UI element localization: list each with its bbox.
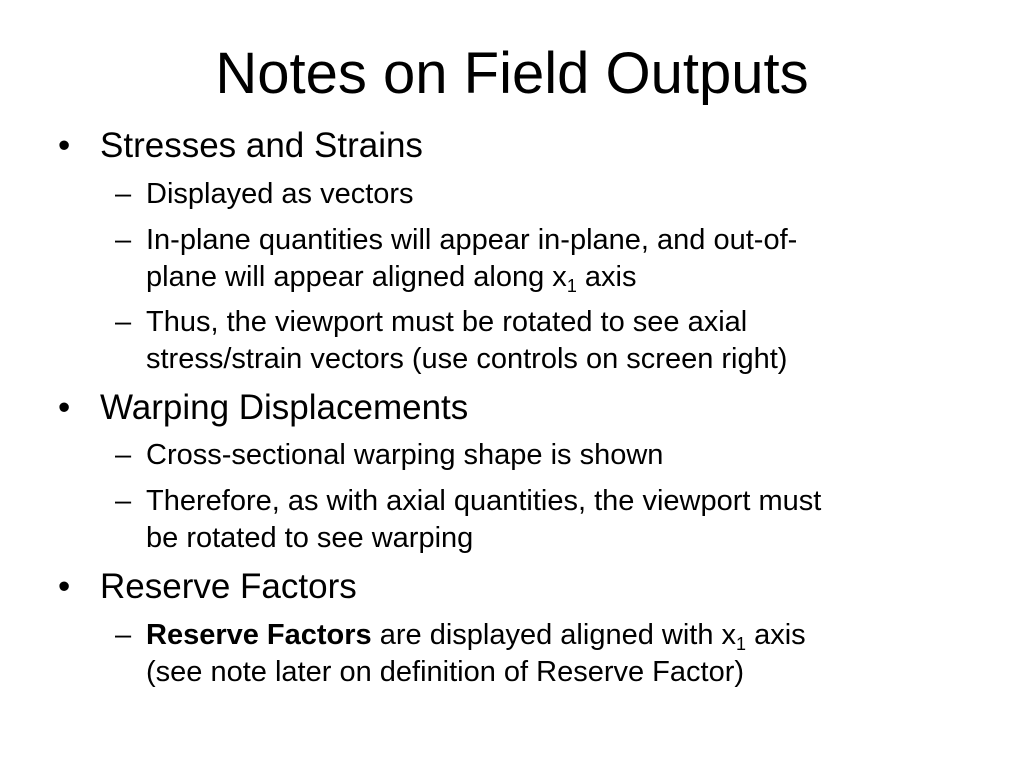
dash-icon: – (115, 224, 132, 256)
sub-bullet-warping-shape (115, 437, 986, 474)
sub-bullet-viewport-rotated (115, 304, 986, 378)
bullet-reserve-factors (58, 567, 357, 607)
dash-icon: – (115, 439, 132, 471)
slide-title: Notes on Field Outputs (215, 41, 809, 106)
sub-bullet-text-line-1: In-plane quantities will appear in-plane, and out-of- (146, 224, 798, 256)
sub-bullet-text-line-2: stress/strain vectors (use controls on screen right) (146, 343, 788, 375)
bold-term: Reserve Factors (146, 619, 372, 651)
subscript: 1 (566, 276, 577, 296)
sub-bullet-in-plane-quantities (115, 222, 986, 296)
subscript: 1 (736, 634, 747, 654)
bullet-warping-displacements (58, 388, 469, 428)
sub-bullet-text-line-1: Therefore, as with axial quantities, the viewport must (146, 485, 822, 517)
bullet-dot-icon: • (58, 126, 71, 165)
sub-bullet-text-line-2: be rotated to see warping (146, 522, 474, 554)
sub-bullet-text: Cross-sectional warping shape is shown (146, 439, 664, 471)
dash-icon: – (115, 619, 132, 651)
sub-bullet-reserve-factors-aligned (115, 617, 986, 691)
bullet-dot-icon: • (58, 388, 71, 427)
sub-bullet-text-line-2: (see note later on definition of Reserve Factor) (146, 656, 745, 688)
dash-icon: – (115, 178, 132, 210)
sub-bullet-text-line-2: plane will appear aligned along $x_1$ axis (146, 261, 637, 296)
sub-bullet-displayed-as-vectors (115, 176, 986, 213)
sub-bullet-text-line-1: Thus, the viewport must be rotated to see axial (146, 306, 748, 338)
bullet-heading: Warping Displacements (100, 388, 469, 427)
bullet-dot-icon: • (58, 567, 71, 606)
dash-icon: – (115, 485, 132, 517)
sub-bullet-rotated-to-see-warping (115, 483, 986, 557)
bullet-heading: Reserve Factors (100, 567, 357, 606)
bullet-stresses-and-strains (58, 126, 423, 166)
bullet-heading: Stresses and Strains (100, 126, 423, 165)
sub-bullet-text: Displayed as vectors (146, 178, 414, 210)
dash-icon: – (115, 306, 132, 338)
sub-bullet-text-line-1: Reserve Factors are displayed aligned with $x_1$ axis (146, 619, 806, 654)
